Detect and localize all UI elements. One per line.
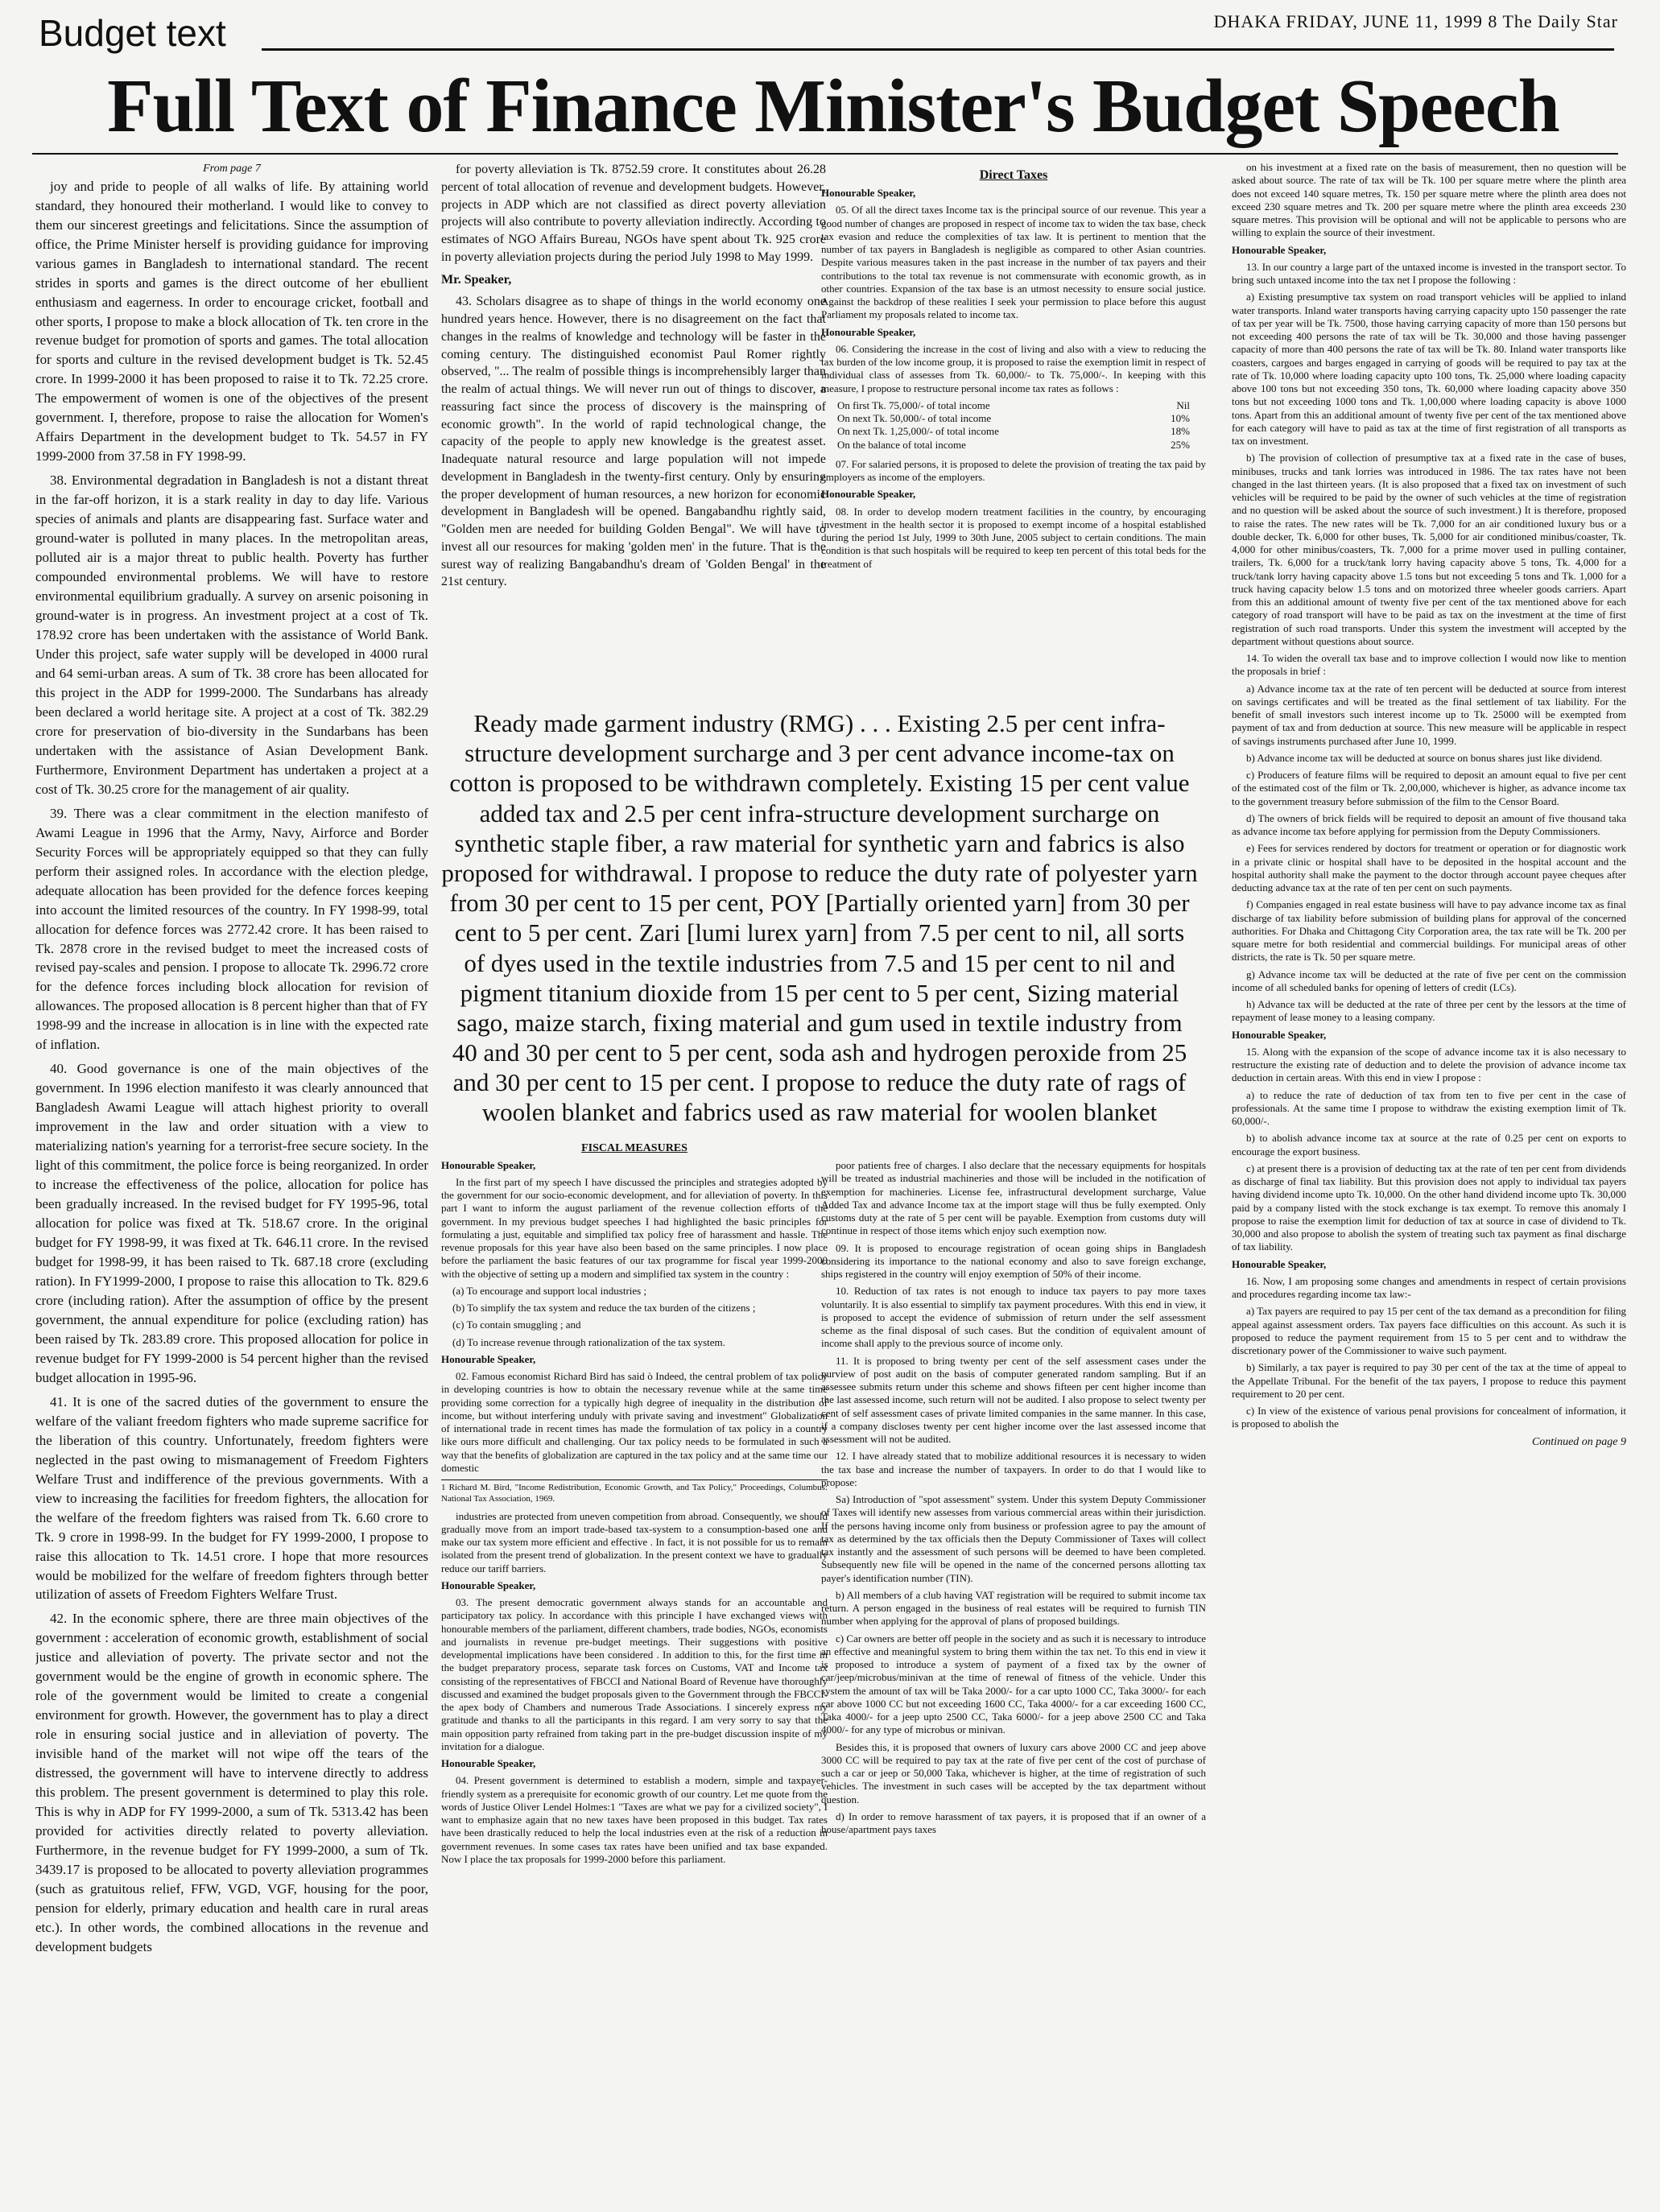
col4-paragraph: 14. To widen the overall tax base and to improve collection I would now like to mention the proposals in brief : xyxy=(1232,652,1626,678)
col3b-paragraph: 11. It is proposed to bring twenty per cent of the self assessment cases under the purview of post audit on the basis of computer generated random sampling. But if an assessee submits return under this scheme and shows fifteen per cent higher income than the last assessed income, such return will not be audited. I also propose to select twenty per cent of self assessment cases of private limited companies in the same manner. In this case, if a company discloses twenty per cent higher income over the last assessed income that assessment will not be audited. xyxy=(821,1354,1206,1445)
fiscal-subhead: Honourable Speaker, xyxy=(441,1757,536,1769)
fiscal-paragraph: 03. The present democratic government always stands for an accountable and participatory tax policy. In accordance with this principle I have exchanged views with honourable members of the parliament, different chambers, trade bodies, NGOs, economists and journalists in revenue pre-budget meetings. Their suggestions with positive developmental implications have been considered . In addition to this, for the first time in the budget preparatory process, separate task forces on Customs, VAT and Income tax consisting of the representatives of FBCCI and National Board of Revenue have thoroughly discussed and examined the budget proposals given to the Government through the FBCCI- the apex body of Chambers and numerous Trade Associations. I sincerely express my gratitude and thanks to all the participants in this regard. I am very sorry to say that the main opposition party refrained from taking part in the pre-budget discussion inspite of my invitation for a dialogue. xyxy=(441,1596,828,1752)
col4-paragraph: d) The owners of brick fields will be required to deposit an amount of five thousand taka as advance income tax before applying for permission from the Deputy Commissioners. xyxy=(1232,811,1626,837)
col4-paragraph: e) Fees for services rendered by doctors for treatment or operation or for diagnostic work in a private clinic or hospital shall have to be deposited in the hospital account and the hospital authority shall make the payment to the doctor through account payee cheques after deducting advance tax at the rate of ten per cent on such payments. xyxy=(1232,842,1626,893)
col4-paragraph: c) Producers of feature films will be required to deposit an amount equal to five per cent of the estimated cost of the film or Tk. 2,00,000, whichever is higher, as advance income tax to the government treasury before submission of the film to the Censor Board. xyxy=(1232,769,1626,807)
col4-paragraph: 16. Now, I am proposing some changes and amendments in respect of certain provisions and procedures regarding income tax law:- xyxy=(1232,1274,1626,1300)
col3b-paragraph: 12. I have already stated that to mobilize additional resources it is necessary to widen the tax base and increase the number of taxpayers. In order to do that I would like to propose: xyxy=(821,1450,1206,1488)
col3-subhead: Honourable Speaker, xyxy=(821,488,916,501)
col4-paragraph: 13. In our country a large part of the untaxed income is invested in the transport sector. To bring such untaxed income into the tax net I propose the following : xyxy=(1232,260,1626,286)
col3-subhead: Honourable Speaker, xyxy=(821,187,916,199)
fiscal-subhead: Honourable Speaker, xyxy=(441,1579,536,1591)
col4-paragraph: on his investment at a fixed rate on the basis of measurement, then no question will be asked about source. The rate of tax will be Tk. 100 per square metre where the plinth area does not exceed 140 square metres, Tk. 150 per square metre where the plinth area does not exceed 230 square metres and Tk. 200 per square metre where the plinth area exceeds 230 square metres. This provision will be optional and will not be applicable to persons who are willing to explain the source of their investment. xyxy=(1232,161,1626,239)
fiscal-list-item: (d) To increase revenue through rationalization of the tax system. xyxy=(452,1335,725,1348)
col4-subhead: Honourable Speaker, xyxy=(1232,1257,1327,1270)
direct-taxes-heading: Direct Taxes xyxy=(979,168,1048,182)
fiscal-list-item: (b) To simplify the tax system and reduce the tax burden of the citizens ; xyxy=(452,1302,756,1314)
col4-paragraph: a) Existing presumptive tax system on road transport vehicles will be applied to inland water transports. Inland water transports having carrying capacity upto 150 passenger the rate of tax per year will be Tk. 7500, those having carrying capacity of more than 150 persons but not exceeding 400 persons the rate of tax will be Tk. 30,000 and those having passenger capacity of more than 400 persons the rate of tax will be Tk. 80. Inland water transports like coasters, cargoes and barges engaged in carrying of goods will be required to pay tax at the rate of Tk. 10,000 where loading capacity upto 100 tons, Tk. 25,000 where loading capacity above 100 tons but not exceeding 350 tons, Tk. 60,000 where loading capacity above 350 tons but not exceeding 1000 tons and Tk. 1,00,000 where loading capacity is above 1000 tons. Apart from this an additional amount of twenty five per cent of the tax mentioned above for each category will have to paid as tax at the time of first registration of all transports as tax on investment. xyxy=(1232,291,1626,447)
col3b-paragraph: 09. It is proposed to encourage registration of ocean going ships in Bangladesh considering its importance to the national economy and also to save foreign exchange, ships registered in the country will enjoy exemption of 50% of their income. xyxy=(821,1241,1206,1280)
col4-paragraph: a) Tax payers are required to pay 15 per cent of the tax demand as a precondition for filing appeal against assessment orders. Tax payers face difficulties on this account. As such it is proposed to reduce the payment requirement from 15 to 5 per cent and to withdraw the discretionary power of the Commissioner to waive such payment. xyxy=(1232,1305,1626,1356)
col3b-paragraph: Sa) Introduction of "spot assessment" system. Under this system Deputy Commissioner of Taxes will identify new assesses from various commercial areas within their jurisdiction. If the persons having income only from business or profession agree to pay the amount of tax as determined by the tax officials then the Deputy Commissioner of Taxes will collect tax instantly and the assessment of such persons will be deemed to have been completed. Subsequently new file will be opened in the name of the concerned persons allotting tax payer's identification number (TIN). xyxy=(821,1493,1206,1584)
fiscal-paragraph: In the first part of my speech I have discussed the principles and strategies adopted by the government for our socio-economic development, and for alleviation of poverty. In this part I want to inform the august parliament of the revenue collection efforts of the government. In my previous budget speeches I had highlighted the basic principles for formulating a just, equitable and simplified tax policy free of harassment and hassle. The revenue proposals for this year have also been based on the same principles. I now place before the parliament the basic features of our tax programme for fiscal year 1999-2000 with the objective of setting up a modern and simplified tax system in the country : xyxy=(441,1175,828,1280)
col1-paragraph: 39. There was a clear commitment in the election manifesto of Awami League in 1996 that the Army, Navy, Airforce and Border Security Forces will be appropriately equipped so that they can fully perform their assigned roles. In accordance with the election pledge, adequate allocation has been provided for the defence forces keeping into account the limited resources of the country. In FY 1998-99, total allocation for defence forces was 2772.42 crore. It has been raised to Tk. 2878 crore in the revised budget to meet the increased costs of revised pay-scales and pension. I propose to allocate Tk. 2996.72 crore for the defence forces including block allocation for revision of allowances. The proposed allocation is 8 percent higher than that of FY 1998-99 and the increase in allocation is in line with the expected rate of inflation. xyxy=(35,805,428,1053)
fiscal-measures-heading: FISCAL MEASURES xyxy=(581,1142,688,1154)
col3b-paragraph: b) All members of a club having VAT registration will be required to submit income tax return. A person engaged in the business of real estates will be required to furnish TIN number when applying for the approval of plans of proposed buildings. xyxy=(821,1588,1206,1628)
header-rule xyxy=(262,48,1614,51)
col4-subhead: Honourable Speaker, xyxy=(1232,243,1327,256)
col2-paragraph: for poverty alleviation is Tk. 8752.59 crore. It constitutes about 26.28 percent of total allocation of revenue and development budgets. However, projects in ADP which are not classified as direct poverty alleviation projects will also contribute to poverty alleviation indirectly. According to estimates of NGO Affairs Bureau, NGOs have spent about Tk. 925 crore in poverty alleviation projects during the period July 1998 to May 1999. xyxy=(441,163,826,264)
fiscal-paragraph: industries are protected from uneven competition from abroad. Consequently, we should gradually move from an import trade-based tax-system to a consumption-based one and make our tax system more efficient and effective . In fact, it is not possible for us to remain isolated from the present trend of globalization. In the present context we have to gradually reduce our tariff barriers. xyxy=(441,1509,828,1574)
col1-paragraph: 38. Environmental degradation in Bangladesh is not a distant threat in the far-off horizon, it is a stark reality in day to day life. Various species of animals and plants are disappearing fast. Surface water and ground-water is polluted in many places. In the metropolitan areas, polluted air is a major threat to public health. Poverty has further compounded environmental problems. We will have to restore environmental equilibrium gradually. A survey on arsenic poisoning in ground-water is in progress. An investment project at a cost of Tk. 178.92 crore has been undertaken with the assistance of World Bank. Under this project, safe water supply will be developed in 4000 rural and 64 semi-urban areas. A sum of Tk. 38 crore has been allocated for this project in the ADP for 1999-2000. The Sundarbans has already been declared a world heritage site. A project at a cost of Tk. 382.29 crore for preservation of bio-diversity in the Sundarbans has been undertaken with the assistance of Asian Development Bank. Furthermore, Environment Department has undertaken a project at a cost of Tk. 30.25 crore for the management of air quality. xyxy=(35,473,428,797)
column-3 xyxy=(821,161,1206,700)
col4-paragraph: g) Advance income tax will be deducted at the rate of five per cent on the commission income of all scheduled banks for opening of letters of credit (LCs). xyxy=(1232,968,1626,993)
col3-subhead: Honourable Speaker, xyxy=(821,325,916,338)
fiscal-measures-column xyxy=(441,1135,828,2202)
fiscal-paragraph: 04. Present government is determined to establish a modern, simple and taxpayer-friendly system as a prerequisite for economic growth of our country. Let me quote from the words of Justice Oliver Lendel Holmes:1 "Taxes are what we pay for a civilized society", I want to emphasize again that no new taxes have been proposed in this budget. Tax rates have been drastically reduced to help the local industries even at the risk of a reduction in government revenues. In some cases tax rates have been unified and tax base expanded. Now I place the tax proposals for 1999-2000 before this parliament. xyxy=(441,1774,828,1865)
col3-paragraph: 08. In order to develop modern treatment facilities in the country, by encouraging investment in the health sector it is proposed to exempt income of a hospital established during the period 1st July, 1999 to 30th June, 2005 subject to certain conditions. The main condition is that such hospitals will be required to keep ten percent of this total beds for the treatment of xyxy=(821,505,1206,570)
col3-paragraph: 06. Considering the increase in the cost of living and also with a view to reducing the tax burden of the low income group, it is proposed to raise the exemption limit in respect of individual class of assesses from Tk. 60,000/- to Tk. 75,000/-. In keeping with this measure, I propose to restructure personal income tax rates as follows : xyxy=(821,342,1206,394)
footnote: 1 Richard M. Bird, "Income Redistribution, Economic Growth, and Tax Policy," Proceedings, Columbus: National Tax Association, 1969. xyxy=(441,1479,828,1505)
headline-rule xyxy=(32,153,1618,155)
col4-paragraph: b) to abolish advance income tax at source at the rate of 0.25 per cent on exports to encourage the export business. xyxy=(1232,1132,1626,1158)
fiscal-list-item: (c) To contain smuggling ; and xyxy=(452,1319,581,1331)
headline: Full Text of Finance Minister's Budget Speech xyxy=(107,64,1559,148)
col4-paragraph: a) to reduce the rate of deduction of tax from ten to five per cent in the case of professionals. At the same time I propose to withdraw the existing exemption limit of Tk. 60,000/-. xyxy=(1232,1088,1626,1127)
col4-paragraph: c) at present there is a provision of deducting tax at the rate of ten per cent from dividends as discharge of final tax liability. But this provision does not apply to individual tax payers having dividend income upto Tk. 10,000. On the other hand dividend income upto Tk. 30,000 paid by a company listed with the stock exchange is tax exempt. To remove this anomaly I propose to raise the exemption limit for deduction of tax at source in case of dividend to Tk. 30,000 and also propose to abolish the system of treating such tax payment as final discharge of tax liability. xyxy=(1232,1162,1626,1253)
fiscal-subhead: Honourable Speaker, xyxy=(441,1352,536,1365)
col3-paragraph: 07. For salaried persons, it is proposed to delete the provision of treating the tax paid by employers as income of the employers. xyxy=(821,457,1206,483)
col4-paragraph: a) Advance income tax at the rate of ten percent will be deducted at source from interest on savings certificates and will be treated as the final settlement of tax liability. For the benefit of small investors such interest income up to Tk. 25000 will be exempted from payment of tax and from deduction at source. This new measure will be applicable in respect of savings instruments purchased after June 10, 1999. xyxy=(1232,682,1626,747)
fiscal-list-item: (a) To encourage and support local industries ; xyxy=(452,1284,647,1297)
col4-paragraph: f) Companies engaged in real estate business will have to pay advance income tax as final discharge of tax liability before submission of building plans for approval of the concerned authorities. For Dhaka and Chittagong City Corporation area, the tax rate will be Tk. 200 per square metre for both residential and commercial buildings. For municipal areas of other districts, the rate is Tk. 50 per square metre. xyxy=(1232,898,1626,964)
column-2 xyxy=(441,161,826,700)
tax-rate-row: On next Tk. 50,000/- of total income 10% xyxy=(837,412,1190,424)
pull-quote: Ready made garment industry (RMG) . . . Existing 2.5 per cent infra-structure development surcharge and 3 per cent advance income-tax on cotton is proposed to be withdrawn completely. Existing 15 per cent value added tax and 2.5 per cent infra-structure development surcharge on synthetic staple fiber, a raw material for synthetic yarn and fabrics is also proposed for withdrawal. I propose to reduce the duty rate of polyester yarn from 30 per cent to 15 per cent, POY [Partially oriented yarn] from 30 per cent to 5 per cent. Zari [lumi lurex yarn] from 7.5 per cent to nil, all sorts of dyes used in the textile industries from 7.5 and 15 per cent to nil and pigment titanium dioxide from 15 per cent to 5 per cent, Sizing material sago, maize starch, fixing material and gum used in textile industry from 40 and 30 per cent to 5 per cent, soda ash and hydrogen peroxide from 25 and 30 per cent to 15 per cent. I propose to reduce the duty rate of rags of woolen blanket and fabrics used as raw material for woolen blanket xyxy=(441,709,1198,1127)
jump-to: Continued on page 9 xyxy=(1531,1435,1626,1448)
col1-paragraph: 42. In the economic sphere, there are three main objectives of the government : acceleration of economic growth, establishment of social justice and alleviation of poverty. The private sector and not the government would be the engine of growth in economic sphere. The role of the government would be limited to create a congenial environment for growth. However, the government has to play a direct role in ensuring social justice and in alleviation of poverty. The invisible hand of the market will not wipe off the tears of the distressed, the government will have to intervene directly to address this problem. The present government is determined to play this role. This is why in ADP for FY 1999-2000, a sum of Tk. 5313.42 has been provided for activities directly related to poverty alleviation. Furthermore, in the revenue budget for FY 1999-2000, a sum of Tk. 3439.17 is proposed to be allocated to poverty alleviation programmes (such as gratuitous relief, FFW, VGD, VGF, housing for the poor, pension for elderly, primary education and health care in rural areas etc.). In other words, the combined allocations in the revenue and development budgets xyxy=(35,1611,428,1954)
column-3-lower xyxy=(821,1159,1206,2202)
col4-subhead: Honourable Speaker, xyxy=(1232,1028,1327,1041)
col4-paragraph: b) Similarly, a tax payer is required to pay 30 per cent of the tax at the time of appeal to the Appellate Tribunal. For the benefit of the tax payers, I propose to reduce this payment requirement to 20 per cent. xyxy=(1232,1361,1626,1400)
column-1 xyxy=(35,161,428,2202)
col1-paragraph: 41. It is one of the sacred duties of the government to ensure the welfare of the valiant freedom fighters who made supreme sacrifice for the liberation of this country. Unfortunately, freedom fighters were neglected in the past owing to mismanagement of Freedom Fighters Welfare Trust and indifference of the previous governments. With a view to increasing the facilities for freedom fighters, the allocation for the welfare of the freedom fighters was raised from Tk. 6.60 crore to Tk. 9 crore in 1998-99. In the budget for FY 1999-2000, I propose to raise this allocation to Tk. 14.51 crore. I hope that more resources would be mobilized for the welfare of freedom fighters through better utilization of assets of Freedom Fighters Welfare Trust. xyxy=(35,1393,428,1603)
tax-rate-table xyxy=(837,399,1190,452)
col3b-paragraph: Besides this, it is proposed that owners of luxury cars above 2000 CC and jeep above 3000 CC will be required to pay tax at the rate of five per cent of the cost of purchase of such a car or jeep or 50,000 Taka, whichever is higher, at the time of registration of such vehicles. The investment in such cases will be accepted by the tax department without question. xyxy=(821,1740,1206,1806)
col3b-paragraph: d) In order to remove harassment of tax payers, it is proposed that if an owner of a house/apartment pays taxes xyxy=(821,1810,1206,1835)
col1-paragraph: 40. Good governance is one of the main objectives of the government. In 1996 election manifesto it was clearly announced that Bangladesh Awami League will attach highest priority to overall improvement in the law and order situation with a view to materializing nation's yearning for a terrorist-free secure society. In the light of this commitment, the police force is being reorganized. In order to increase the effectiveness of the police, allocation for police has been gradually increased. In the revised budget for FY 1995-96, total allocation for police was fixed at Tk. 518.67 crore. In the original budget for FY 1998-99, it was fixed at Tk. 646.11 crore. In the revised budget for 1998-99, it has been raised to Tk. 687.18 crore (excluding ration). In FY1999-2000, I propose to raise this allocation to Tk. 829.6 crore (including ration). After the assumption of office by the present government, the annual expenditure for police (excluding ration) has been raised by Tk. 283.89 crore. This proposed allocation for police in revenue budget for FY 1999-2000 is 54 percent higher than the revised budget allocation in 1995-96. xyxy=(35,1061,428,1385)
tax-rate-row: On first Tk. 75,000/- of total income Nil xyxy=(837,398,1190,411)
col3b-paragraph: c) Car owners are better off people in the society and as such it is necessary to introduce an effective and meaningful system to bring them within the tax net. To this end in view it is proposed to introduce a system of payment of a fixed tax by the owner of car/jeep/microbus/minivan at the time of renewal of fitness of the vehicle. Under this system the amount of tax will be Taka 2000/- for a car upto 1000 CC, Taka 3000/- for each car above 1000 CC but not exceeding 1600 CC, Taka 4000/- for a car exceeding 1600 CC, Taka 4000/- for a jeep upto 2500 CC, Taka 6000/- for a jeep above 2500 CC and Taka 4000/- for any type of microbus or minivan. xyxy=(821,1632,1206,1736)
tax-rate-row: On the balance of total income 25% xyxy=(837,438,1190,451)
tax-rate-row: On next Tk. 1,25,000/- of total income 18% xyxy=(837,425,1190,438)
col1-paragraph: joy and pride to people of all walks of life. By attaining world standard, they honoured their motherland. I would like to convey to them our sincerest greetings and felicitations. Since the assumption of office, the Prime Minister herself is providing guidance for improving various games in Bangladesh to international standard. The recent strides in sports and games is the direct outcome of her ebullient enthusiasm and eagerness. In order to encourage cricket, football and other sports, I propose to make a block allocation of Tk. ten crore in the revenue budget for promotion of sports and games. The total allocation for sports and culture in the revised development budget is Tk. 52.45 crore. In 1999-2000 it has been proposed to raise it to Tk. 72.25 crore. The empowerment of women is one of the objectives of the present government. I, therefore, propose to raise the allocation for Women's Affairs Department in the development budget to Tk. 54.57 in FY 1999-2000 from 37.58 in FY 1998-99. xyxy=(35,178,428,464)
column-4 xyxy=(1232,161,1626,2202)
col3b-paragraph: 10. Reduction of tax rates is not enough to induce tax payers to pay more taxes voluntarily. It is also essential to simplify tax payment procedures. With this end in view, it is proposed to accept the evidence of submission of return under the self assessment scheme as the final disposal of such cases. But the condition of equivalent amount of income shall apply to the previous source of income only. xyxy=(821,1285,1206,1350)
section-label: Budget text xyxy=(39,12,226,54)
col3b-paragraph: poor patients free of charges. I also declare that the necessary equipments for hospitals will be treated as industrial machineries and those will be included in the notification of exemption for machineries. License fee, infrastructural development surcharge, Value Added Tax and advance Income tax at the import stage will thus be fully exempted. Only customs duty at the rate of 5 per cent will be payable. Exemption from customs duty will continue in respect of those items which enjoy such exemption now. xyxy=(821,1159,1206,1237)
col2-subhead: Mr. Speaker, xyxy=(441,272,512,287)
col3-paragraph: 05. Of all the direct taxes Income tax is the principal source of our revenue. This year a good number of changes are proposed in respect of income tax to widen the tax base, check tax evasion and reduce the complexities of tax law. It is pertinent to mention that the number of tax payers in Bangladesh is negligible as compared to other Asian countries. Despite various measures taken in the past increase in the number of tax payers and their contributions to the total tax revenue is not commensurate with economic growth, as in other countries. Expansion of the tax base is an utmost necessity to ensure social justice. Against the backdrop of these realities I seek your permission to place before this august Parliament my proposals related to income tax. xyxy=(821,204,1206,321)
col4-paragraph: b) The provision of collection of presumptive tax at a fixed rate in the case of buses, minibuses, trucks and tank lorries was introduced in 1986. The tax rates have not been changed in the last thirteen years. (It is also proposed that a fixed tax on investment of such vehicles will be required to be paid by the owner of such vehicles at the time of registration and no question will be asked about the source of such investment.) It is therefore, proposed to raise the rates. The new rates will be Tk. 7,000 for an air conditioned luxury bus or a double decker, Tk. 6,000 for other buses, Tk. 5,000 for air conditioned minibus/coaster, Tk. 4,000 for other minibus/coasters, Tk. 7,000 for a prime mover used in pulling container, trailers, Tk. 6,000 for a truck/tank lorry having capacity above 5 tons, Tk. 4,000 for a truck/tank lorry having capacity above 1.5 tons but not exceeding 5 tons and Tk. 1,000 for a truck having capacity below 1.5 tons and on motorized three wheeler goods carriers. Apart from this an additional amount of twenty five per cent of the tax mentioned above for each category of road transport will have to be paid as tax on the investment at the time of first registration of such road transports. Under this system the investment will accepted by the department without questions about source. xyxy=(1232,452,1626,647)
fiscal-paragraph: 02. Famous economist Richard Bird has said ò Indeed, the central problem of tax policy in developing countries is how to obtain the necessary revenue while at the same time providing some correction for a typically high degree of inequality in the distribution of income, but without interfering unduly with private saving and investment" Globalization of international trade in recent times has made the formulation of tax policy in a country like ours more difficult and challenging. Our tax policy needs to be formulated in such a way that the benefits of globalization are captured in the tax policy and at the same time our domestic xyxy=(441,1370,828,1474)
fiscal-subhead: Honourable Speaker, xyxy=(441,1158,536,1171)
dateline: DHAKA FRIDAY, JUNE 11, 1999 8 The Daily Star xyxy=(1213,11,1618,31)
col4-paragraph: 15. Along with the expansion of the scope of advance income tax it is also necessary to restructure the existing rate of deduction and to delete the provision of advance income tax deduction in certain areas. With this end in view I propose : xyxy=(1232,1045,1626,1084)
col4-paragraph: h) Advance tax will be deducted at the rate of three per cent by the lessors at the time of repayment of lease money to a leasing company. xyxy=(1232,998,1626,1024)
jump-from: From page 7 xyxy=(203,163,261,175)
col4-paragraph: b) Advance income tax will be deducted at source on bonus shares just like dividend. xyxy=(1246,751,1603,764)
col4-paragraph: c) In view of the existence of various penal provisions for concealment of information, it is proposed to abolish the xyxy=(1232,1405,1626,1430)
col2-paragraph: 43. Scholars disagree as to shape of things in the world economy one hundred years hence. However, there is no disagreement on the fact that changes in the realms of knowledge and technology will be faster in the coming century. The distinguished economist Paul Romer rightly observed, "... The realm of possible things is incomprehensibly larger than the realm of actual things. We will never run out of things to discover, a reassuring fact since the process of discovery is the mainspring of economic growth". In the world of rapid technological change, the capacity of the people to apply new knowledge is the greatest asset. Inadequate natural resource and large population will not impede development in Bangladesh in the twenty-first century. Only by ensuring the proper development of human resources, a new horizon for economic development in Bangladesh will be opened. Bangabandhu rightly said, "Golden men are needed for building Golden Bengal". We will have to invest all our resources for making 'golden men' in the future. That is the surest way of realizing Bangabandhu's dream of 'Golden Bengal' in the 21st century. xyxy=(441,295,826,589)
